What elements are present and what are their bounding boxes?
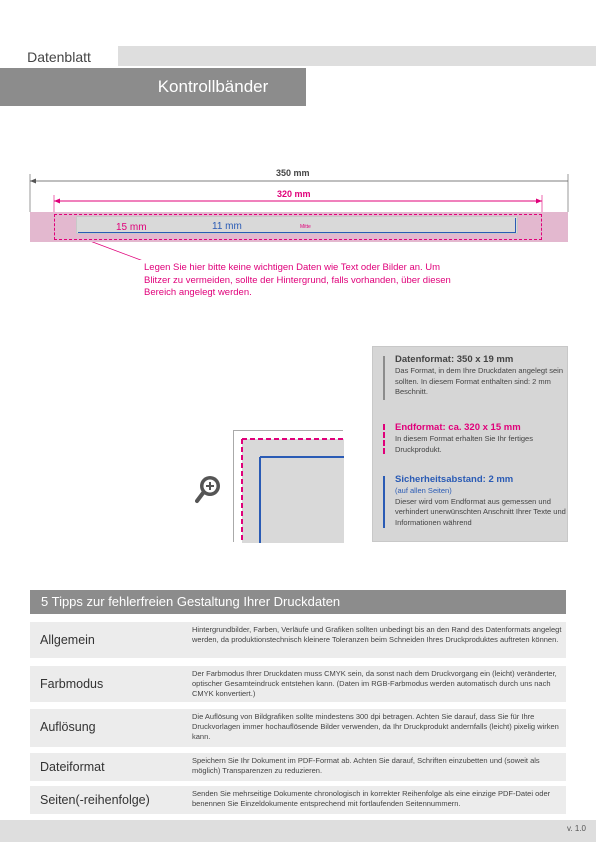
document-tab: Datenblatt [0,46,118,68]
center-mark-label: Mitte [300,224,311,230]
tip-text: Hintergrundbilder, Farben, Verläufe und Grafiken sollten unbedingt bis an den Rand des Datenformats angelegt werden, da produktionstechnisch kleinere Toleranzen beim Schneiden Ihres Druckproduktes auftreten können. [192,625,562,644]
pink-marker [383,424,385,454]
tip-label: Farbmodus [40,677,104,691]
height-outer-label: 15 mm [116,222,147,233]
tip-row [30,709,566,747]
tip-text: Die Auflösung von Bildgrafiken sollte mindestens 300 dpi betragen. Achten Sie darauf, dass Sie für Ihre Druckvorlagen immer hochauflösende Bilder verwenden, da Ihr Druckprodukt andernfalls (leicht) pixelig wirken kann. [192,712,559,741]
zoom-icon [195,474,223,504]
tip-label: Dateiformat [40,760,105,774]
gray-marker [383,356,385,400]
height-inner-label: 11 mm [212,221,242,232]
tips-heading: 5 Tipps zur fehlerfreien Gestaltung Ihrer Druckdaten [41,594,341,609]
blue-marker [383,476,385,528]
tip-text: Der Farbmodus Ihrer Druckdaten muss CMYK sein, da sonst nach dem Druckvorgang ein (leicht) veränderter, optischer Gesamteindruck entstehen kann. (Daten im RGB-Farbmodus werden automatisch durch uns nach CMYK konvertiert.) [192,669,557,698]
tip-row [30,786,566,814]
total-width-label: 350 mm [276,168,310,178]
tip-label: Seiten(-reihenfolge) [40,793,150,807]
footer-band [0,820,596,842]
end-width-label: 320 mm [277,189,311,199]
corner-detail [233,430,343,542]
legend-data-format: Datenformat: 350 x 19 mm Das Format, in dem Ihre Druckdaten angelegt sein sollten. In diesem Format enthalten sind: 2 mm Beschnitt. [383,353,575,398]
tip-text: Senden Sie mehrseitige Dokumente chronologisch in korrekter Reihenfolge als eine einzige PDF-Datei oder benennen Sie Einzeldokumente entsprechend mit fortlaufenden Seitennummern. [192,789,551,808]
legend-end-format: Endformat: ca. 320 x 15 mm In diesem Format erhalten Sie Ihr fertiges Druckprodukt. [383,421,575,455]
tip-row [30,622,566,658]
page-title: Kontrollbänder [157,77,269,96]
bleed-callout: Legen Sie hier bitte keine wichtigen Daten wie Text oder Bilder an. Um Blitzer zu vermeiden, sollte der Hintergrund, falls vorhanden, über diesen Bereich angelegt werden. [144,262,451,298]
version-label: v. 1.0 [567,824,586,833]
tip-row [30,666,566,702]
tip-label: Allgemein [40,633,95,647]
tip-row [30,753,566,781]
legend-safety: Sicherheitsabstand: 2 mm (auf allen Seiten) Dieser wird vom Endformat aus gemessen und verhindert unerwünschten Anschnitt Ihrer Texte und Informationen während [383,473,575,528]
tip-text: Speichern Sie Ihr Dokument im PDF-Format ab. Achten Sie darauf, Schriften einzubetten und (soweit als möglich) Transparenzen zu reduzieren. [192,756,540,775]
tip-label: Auflösung [40,720,96,734]
format-legend [372,346,568,542]
